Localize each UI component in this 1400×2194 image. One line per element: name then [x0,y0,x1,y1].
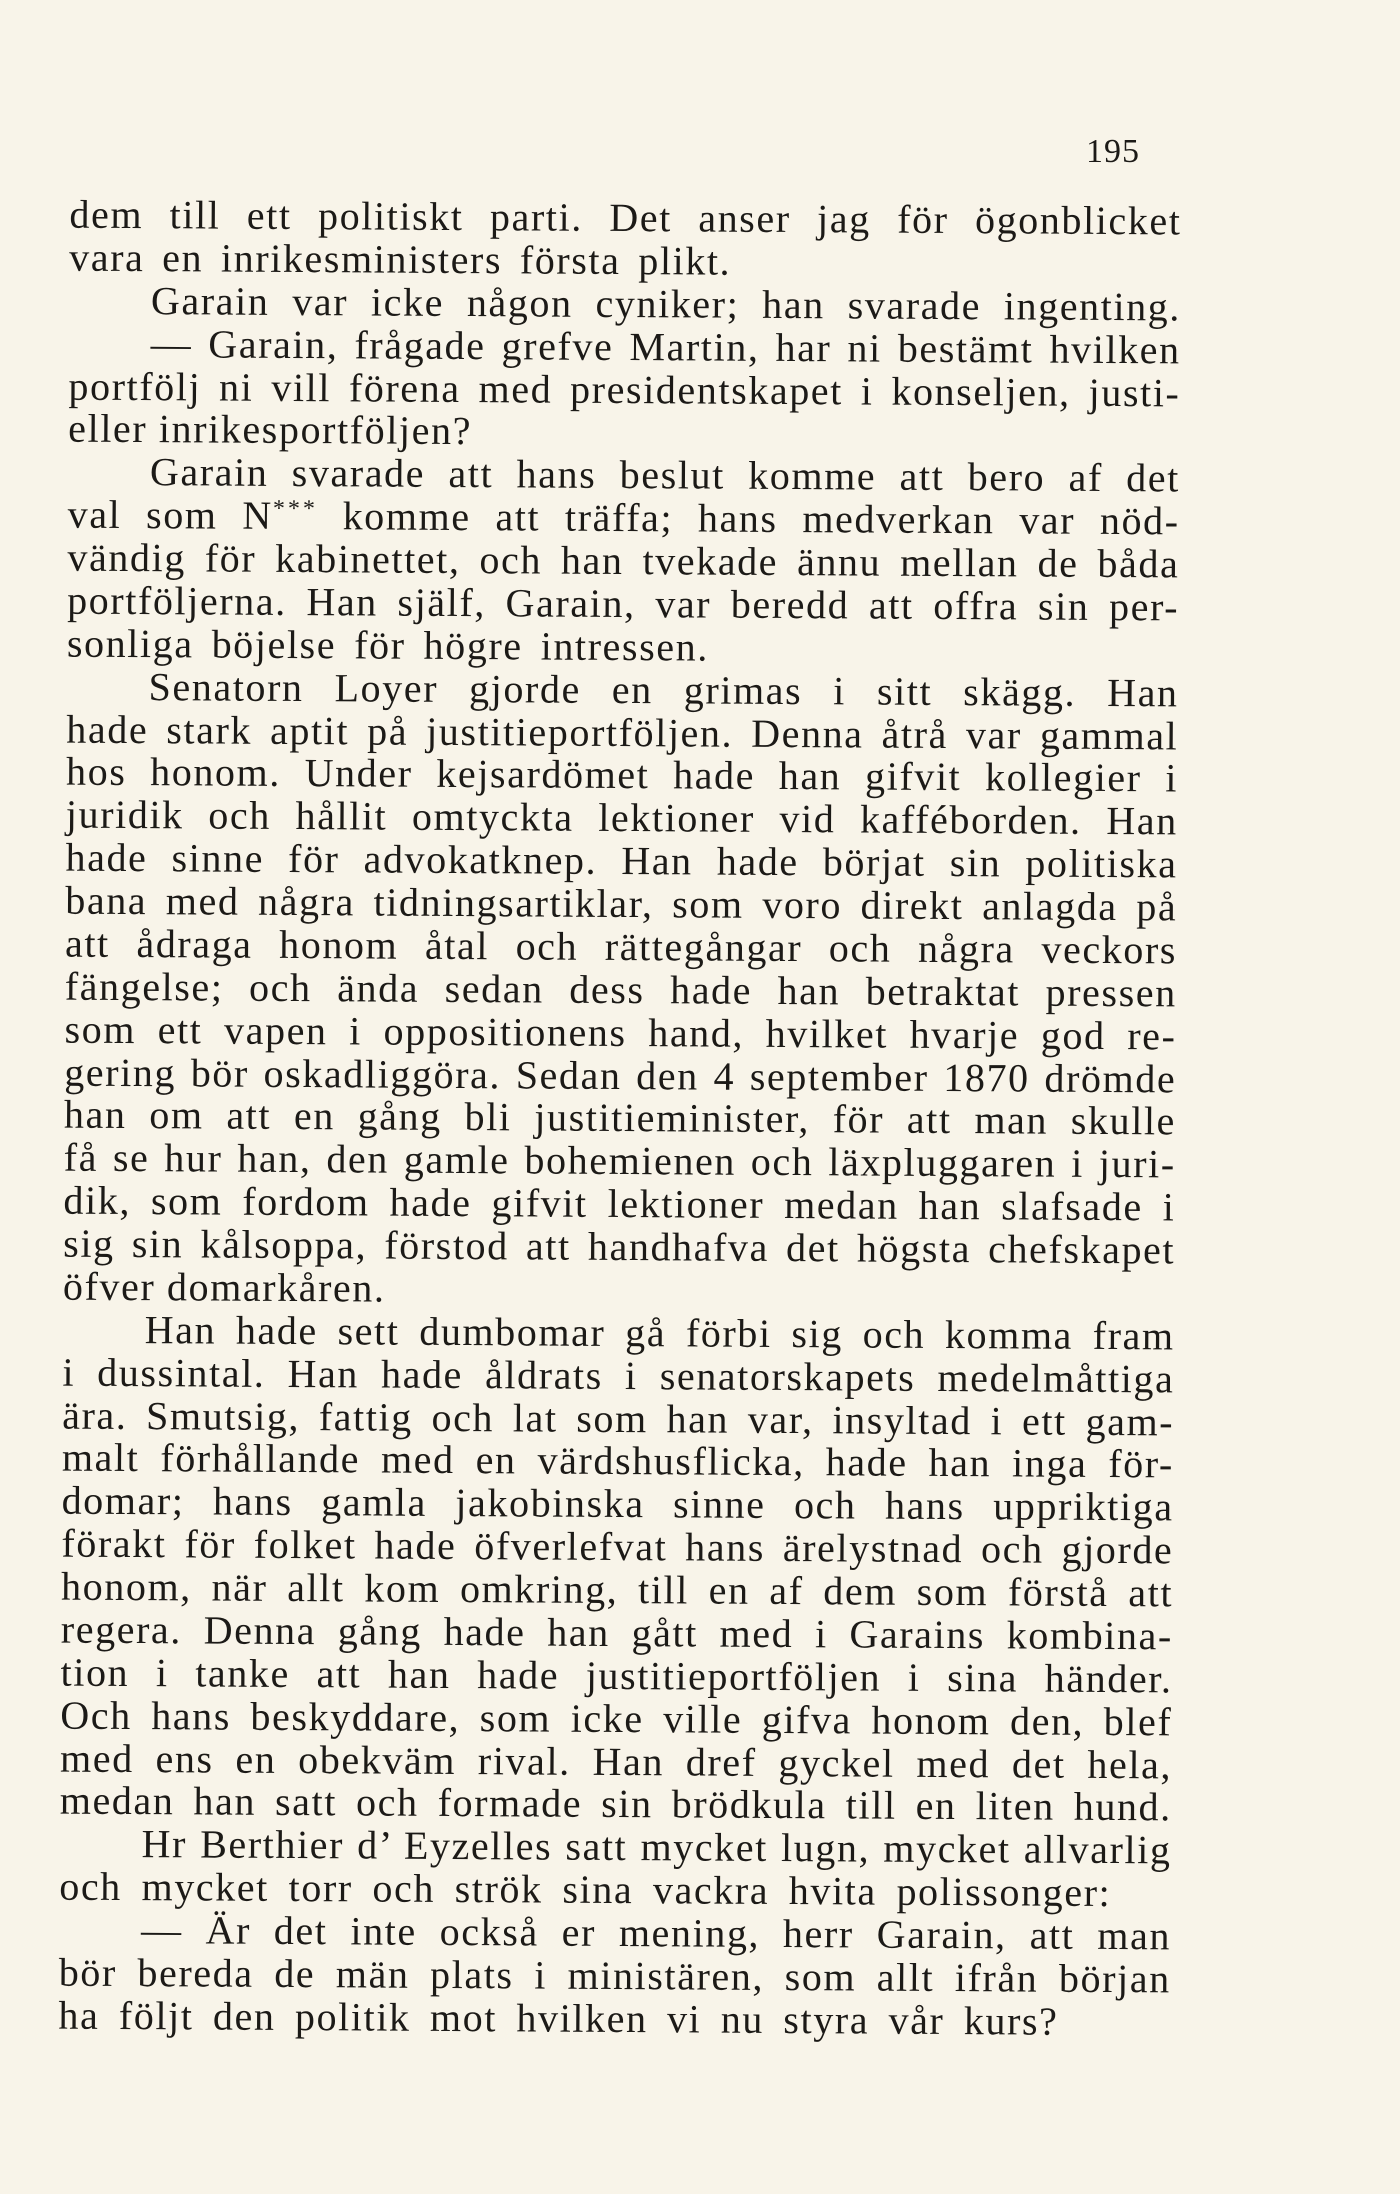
text-line: han om att en gång bli justitieminister, för att man skulle [63,1091,1177,1144]
text-line: som ett vapen i oppositionens hand, hvilket hvarje god re- [64,1006,1177,1059]
text-line: Hr Berthier d’ Eyzelles satt mycket lugn, mycket allvarlig [141,1821,1172,1873]
text-line: ära. Smutsig, fattig och lat som han var, insyltad i ett gam- [62,1392,1175,1444]
text-segment: val som N [67,491,274,538]
text-line: juridik och hållit omtyckta lektioner vid kafféborden. Han [65,791,1178,844]
asterisk-superscript: *** [272,495,319,523]
text-line: tion i tanke att han hade justitieportföljen i sina händer. [60,1649,1173,1702]
text-line: att ådraga honom åtal och rättegångar och några veckors [64,920,1178,973]
body-text [58,191,1182,2044]
text-line: öfver domarkåren. [62,1263,386,1311]
text-line: dem till ett politiskt parti. Det anser jag för ögonblicket [69,191,1182,244]
text-line: få se hur han, den gamle bohemienen och läxpluggaren i juri- [63,1134,1176,1187]
text-line: hade sinne för advokatknep. Han hade börjat sin politiska [65,834,1178,887]
text-line: med ens en obekväm rival. Han dref gyckel med det hela, [59,1735,1173,1787]
text-line: gering bör oskadliggöra. Sedan den 4 september 1870 drömde [64,1049,1177,1101]
text-line: bör bereda de män plats i ministären, som allt ifrån början [58,1949,1171,2002]
text-line: eller inrikesportföljen? [68,405,473,454]
text-line: medan han satt och formade sin brödkula till en liten hund. [59,1777,1172,1830]
text-line: Garain svarade att hans beslut komme att bero af det [149,449,1181,501]
text-line: portfölj ni vill förena med presidentskapet i konseljen, justi- [68,363,1181,415]
text-line: Och hans beskyddare, som icke ville gifva honom den, blef [60,1692,1173,1745]
text-line: Garain var icke någon cyniker; han svarade ingenting. [150,277,1182,330]
text-line: regera. Denna gång hade han gått med i Garains kombina- [60,1606,1173,1659]
text-line: portföljerna. Han själf, Garain, var beredd att offra sin per- [67,577,1180,630]
text-line: — Garain, frågade grefve Martin, har ni bestämt hvilken [150,320,1181,373]
text-line: vara en inrikesministers första plikt. [69,234,732,284]
text-line: malt förhållande med en värdshusflicka, hade han inga för- [61,1434,1175,1487]
text-line: hos honom. Under kejsardömet hade han gifvit kollegier i [65,748,1179,801]
text-line: ha följt den politik mot hvilken vi nu styra vår kurs? [58,1992,1059,2044]
page-number: 195 [1086,133,1140,170]
text-line: Senatorn Loyer gjorde en grimas i sitt skägg. Han [148,663,1179,716]
text-line: vändig för kabinettet, och han tvekade ännu mellan de båda [67,534,1180,587]
text-line: förakt för folket hade öfverlefvat hans ärelystnad och gjorde [61,1520,1174,1573]
text-line: sig sin kålsoppa, förstod att handhafva det högsta chefskapet [63,1220,1176,1273]
text-line: bana med några tidningsartiklar, som voro direkt anlagda på [65,877,1178,930]
text-line: fängelse; och ända sedan dess hade han betraktat pressen [64,963,1177,1016]
text-line: honom, när allt kom omkring, till en af dem som förstå att [60,1563,1174,1616]
text-line: i dussintal. Han hade åldrats i senatorskapets medelmåttiga [62,1349,1175,1402]
text-line: — Är det inte också er mening, herr Garain, att man [140,1907,1172,1959]
text-line: Han hade sett dumbomar gå förbi sig och komma fram [144,1306,1175,1359]
text-line: domar; hans gamla jakobinska sinne och hans uppriktiga [61,1477,1174,1530]
text-line: hade stark aptit på justitieportföljen. Denna åtrå var gammal [66,706,1179,758]
text-line: och mycket torr och strök sina vackra hvita polissonger: [59,1863,1112,1916]
text-line: dik, som fordom hade gifvit lektioner medan han slafsade i [63,1177,1176,1230]
text-segment: komme att träffa; hans medverkan var nöd- [317,493,1180,544]
text-line: sonliga böjelse för högre intressen. [66,620,710,670]
